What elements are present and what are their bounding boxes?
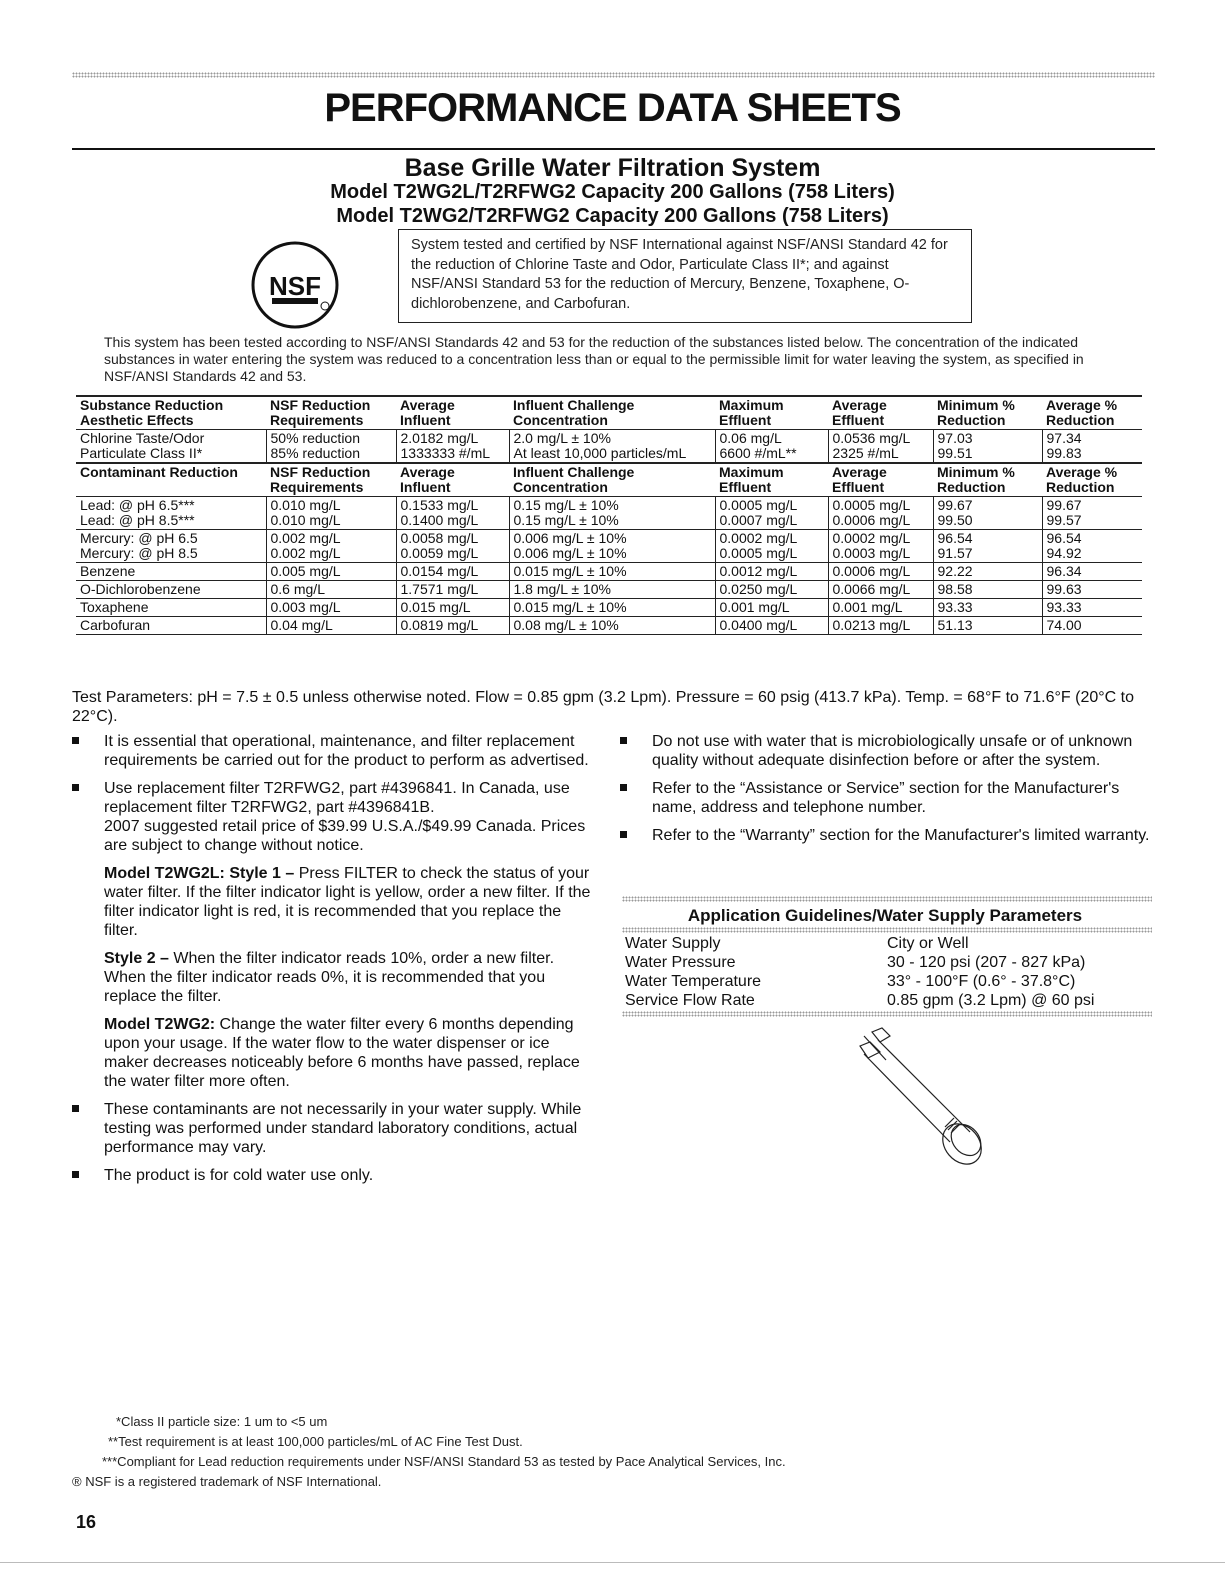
cell-line: 0.010 mg/L bbox=[270, 497, 341, 513]
cell-line: 74.00 bbox=[1046, 617, 1082, 633]
table-cell bbox=[396, 430, 509, 464]
table-cell bbox=[715, 581, 828, 599]
nsf-logo bbox=[250, 240, 340, 330]
cell-line: 92.22 bbox=[937, 563, 973, 579]
column-header: Maximum Effluent bbox=[715, 463, 828, 497]
bullet-marker bbox=[72, 737, 79, 744]
app-title-dotted-rule bbox=[622, 927, 1152, 933]
cell-line: 91.57 bbox=[937, 545, 973, 561]
cell-line: Mercury: @ pH 8.5 bbox=[80, 545, 198, 561]
column-header: Influent Challenge Concentration bbox=[509, 463, 715, 497]
app-top-dotted-rule bbox=[622, 896, 1152, 902]
guideline-cell: Service Flow Rate bbox=[625, 992, 755, 1009]
table-cell bbox=[828, 563, 933, 581]
table-cell bbox=[509, 617, 715, 635]
cell-line: 51.13 bbox=[937, 617, 973, 633]
cell-line: 96.54 bbox=[937, 530, 973, 546]
cell-line: 0.006 mg/L ± 10% bbox=[513, 545, 627, 561]
bullet-item: These contaminants are not necessarily in your water supply. While testing was performed under standard laboratory conditions, actual performance may vary. bbox=[72, 1100, 592, 1157]
right-column bbox=[620, 732, 1150, 854]
table-cell bbox=[933, 430, 1042, 464]
table-cell bbox=[266, 581, 396, 599]
cell-line: 0.08 mg/L ± 10% bbox=[513, 617, 619, 633]
table-cell bbox=[266, 530, 396, 563]
cell-line: 0.6 mg/L bbox=[270, 581, 325, 597]
column-header: Average Effluent bbox=[828, 463, 933, 497]
cell-line: 0.0005 mg/L bbox=[719, 497, 798, 513]
table-cell bbox=[76, 430, 266, 464]
bullet-item: It is essential that operational, maintenance, and filter replacement requirements be carried out for the product to perform as advertised. bbox=[72, 732, 592, 770]
cell-line: 0.15 mg/L ± 10% bbox=[513, 497, 619, 513]
page-title: PERFORMANCE DATA SHEETS bbox=[324, 86, 901, 130]
column-header: Average Influent bbox=[396, 463, 509, 497]
table-cell bbox=[933, 617, 1042, 635]
cell-line: 99.50 bbox=[937, 512, 973, 528]
cell-line: 0.0058 mg/L bbox=[400, 530, 479, 546]
cell-line: 0.04 mg/L bbox=[270, 617, 333, 633]
cell-line: 99.67 bbox=[1046, 497, 1082, 513]
model-heading-1: Model T2WG2L/T2RFWG2 Capacity 200 Gallons (758 Liters) bbox=[330, 181, 895, 203]
table-row bbox=[76, 617, 1142, 635]
cell-line: 2.0182 mg/L bbox=[400, 430, 479, 446]
cell-line: 99.67 bbox=[937, 497, 973, 513]
bullet-item: Refer to the “Warranty” section for the Manufacturer's limited warranty. bbox=[620, 826, 1150, 845]
cell-line: 0.010 mg/L bbox=[270, 512, 341, 528]
cell-line: 0.0007 mg/L bbox=[719, 512, 798, 528]
style2-paragraph: Style 2 – When the filter indicator reads 10%, order a new filter. When the filter indicator reads 0%, it is recommended that you replace the filter. bbox=[104, 950, 555, 1005]
cell-line: 93.33 bbox=[1046, 599, 1082, 615]
bullet-item: Use replacement filter T2RFWG2, part #4396841. In Canada, use replacement filter T2RFWG2, part #4396841B. 2007 suggested retail price of $39.99 U.S.A./$49.99 Canada. Prices are subject to change without notice. bbox=[72, 779, 592, 855]
cell-line: Chlorine Taste/Odor bbox=[80, 430, 205, 446]
table-cell bbox=[266, 497, 396, 530]
table-row bbox=[76, 530, 1142, 563]
cell-line: 0.0002 mg/L bbox=[719, 530, 798, 546]
cell-line: Toxaphene bbox=[80, 599, 149, 615]
table-cell bbox=[76, 530, 266, 563]
column-header: Average % Reduction bbox=[1042, 396, 1142, 430]
cell-line: 1333333 #/mL bbox=[400, 445, 491, 461]
cell-line: 0.002 mg/L bbox=[270, 545, 341, 561]
table-header-row bbox=[76, 396, 1142, 430]
bullet-marker bbox=[72, 1171, 79, 1178]
bullet-item: Refer to the “Assistance or Service” section for the Manufacturer's name, address and telephone number. bbox=[620, 779, 1150, 817]
cell-line: 0.015 mg/L ± 10% bbox=[513, 563, 627, 579]
cell-line: 85% reduction bbox=[270, 445, 361, 461]
table-cell bbox=[76, 599, 266, 617]
cell-line: O-Dichlorobenzene bbox=[80, 581, 201, 597]
cell-line: 0.0400 mg/L bbox=[719, 617, 798, 633]
table-cell bbox=[933, 581, 1042, 599]
table-cell bbox=[828, 617, 933, 635]
table-row bbox=[76, 430, 1142, 464]
table-cell bbox=[828, 497, 933, 530]
cell-line: 1.8 mg/L ± 10% bbox=[513, 581, 611, 597]
cell-line: Lead: @ pH 8.5*** bbox=[80, 512, 195, 528]
cell-line: 97.03 bbox=[937, 430, 973, 446]
table-cell bbox=[509, 430, 715, 464]
table-row bbox=[76, 563, 1142, 581]
table-cell bbox=[1042, 617, 1142, 635]
cell-line: 94.92 bbox=[1046, 545, 1082, 561]
table-cell bbox=[715, 497, 828, 530]
column-header: Average Influent bbox=[396, 396, 509, 430]
app-bottom-dotted-rule bbox=[622, 1011, 1152, 1017]
guideline-cell: 0.85 gpm (3.2 Lpm) @ 60 psi bbox=[887, 992, 1095, 1009]
table-cell bbox=[396, 563, 509, 581]
cell-line: 0.0213 mg/L bbox=[832, 617, 911, 633]
table-cell bbox=[715, 563, 828, 581]
table-cell bbox=[509, 581, 715, 599]
cell-line: 0.015 mg/L ± 10% bbox=[513, 599, 627, 615]
table-cell bbox=[396, 497, 509, 530]
cell-line: 2325 #/mL bbox=[832, 445, 899, 461]
bullet-item: The product is for cold water use only. bbox=[72, 1166, 592, 1185]
column-header: Contaminant Reduction bbox=[76, 463, 266, 497]
cell-line: 0.0066 mg/L bbox=[832, 581, 911, 597]
cell-line: Carbofuran bbox=[80, 617, 151, 633]
cell-line: 0.0006 mg/L bbox=[832, 512, 911, 528]
table-cell bbox=[933, 530, 1042, 563]
bullet-marker bbox=[72, 1105, 79, 1112]
table-cell bbox=[76, 497, 266, 530]
cell-line: 0.0536 mg/L bbox=[832, 430, 911, 446]
application-guidelines-title: Application Guidelines/Water Supply Parameters bbox=[687, 906, 1083, 925]
table-cell bbox=[76, 563, 266, 581]
table-cell bbox=[1042, 530, 1142, 563]
guideline-cell: 30 - 120 psi (207 - 827 kPa) bbox=[887, 954, 1086, 971]
cell-line: 0.003 mg/L bbox=[270, 599, 341, 615]
table-cell bbox=[933, 563, 1042, 581]
title-rule bbox=[72, 148, 1155, 150]
table-cell bbox=[828, 599, 933, 617]
table-cell bbox=[1042, 563, 1142, 581]
cell-line: 2.0 mg/L ± 10% bbox=[513, 430, 611, 446]
table-cell bbox=[715, 599, 828, 617]
t2wg2-paragraph: Model T2WG2: Change the water filter every 6 months depending upon your usage. If the water flow to the water dispenser or ice maker decreases noticeably before 6 months have passed, replace the water filter more often. bbox=[104, 1016, 580, 1090]
column-header: Minimum % Reduction bbox=[933, 463, 1042, 497]
table-cell bbox=[76, 581, 266, 599]
guideline-row bbox=[625, 991, 1150, 1010]
cell-line: 96.34 bbox=[1046, 563, 1082, 579]
table-cell bbox=[396, 530, 509, 563]
cell-line: At least 10,000 particles/mL bbox=[513, 445, 687, 461]
column-header: Average Effluent bbox=[828, 396, 933, 430]
nsf-logo-text: NSF bbox=[269, 271, 321, 301]
bullet-marker bbox=[72, 784, 79, 791]
cell-line: 98.58 bbox=[937, 581, 973, 597]
table-cell bbox=[1042, 599, 1142, 617]
guideline-cell: Water Pressure bbox=[625, 954, 736, 971]
table-cell bbox=[509, 497, 715, 530]
table-row bbox=[76, 599, 1142, 617]
cell-line: 99.83 bbox=[1046, 445, 1082, 461]
table-cell bbox=[76, 617, 266, 635]
application-guidelines-table bbox=[625, 934, 1150, 1010]
test-parameters: Test Parameters: pH = 7.5 ± 0.5 unless otherwise noted. Flow = 0.85 gpm (3.2 Lpm). Pressure = 60 psig (413.7 kPa). Temp. = 68°F to 71.6°F (20°C to 22°C). bbox=[72, 689, 1134, 725]
performance-table bbox=[76, 395, 1142, 635]
cell-line: 97.34 bbox=[1046, 430, 1082, 446]
intro-paragraph: This system has been tested according to NSF/ANSI Standards 42 and 53 for the reduction of the substances listed below. The concentration of the indicated substances in water entering the system was reduced to a concentration less than or equal to the permissible limit for water leaving the system, as specified in NSF/ANSI Standards 42 and 53. bbox=[104, 334, 1084, 384]
column-header: Influent Challenge Concentration bbox=[509, 396, 715, 430]
column-header: NSF Reduction Requirements bbox=[266, 396, 396, 430]
cell-line: 0.006 mg/L ± 10% bbox=[513, 530, 627, 546]
bullet-marker bbox=[620, 737, 627, 744]
table-row bbox=[76, 497, 1142, 530]
column-header: Average % Reduction bbox=[1042, 463, 1142, 497]
bullet-item: Do not use with water that is microbiologically unsafe or of unknown quality without adequate disinfection before or after the system. bbox=[620, 732, 1150, 770]
style1-paragraph: Model T2WG2L: Style 1 – Press FILTER to check the status of your water filter. If the filter indicator light is yellow, order a new filter. If the filter indicator light is red, it is recommended that you replace the filter. bbox=[104, 865, 591, 939]
table-cell bbox=[1042, 581, 1142, 599]
guideline-row bbox=[625, 934, 1150, 953]
cell-line: 0.0819 mg/L bbox=[400, 617, 479, 633]
cell-line: 0.015 mg/L bbox=[400, 599, 471, 615]
guideline-cell: Water Supply bbox=[625, 935, 721, 952]
cell-line: 0.0154 mg/L bbox=[400, 563, 479, 579]
cell-line: 99.51 bbox=[937, 445, 973, 461]
left-column bbox=[72, 732, 592, 1194]
cell-line: 0.0002 mg/L bbox=[832, 530, 911, 546]
table-cell bbox=[933, 599, 1042, 617]
cell-line: Mercury: @ pH 6.5 bbox=[80, 530, 198, 546]
table-cell bbox=[509, 563, 715, 581]
footnote: **Test requirement is at least 100,000 particles/mL of AC Fine Test Dust. bbox=[108, 1434, 523, 1449]
table-header-row bbox=[76, 463, 1142, 497]
guideline-cell: City or Well bbox=[887, 935, 969, 952]
table-cell bbox=[715, 617, 828, 635]
cell-line: 6600 #/mL** bbox=[719, 445, 797, 461]
table-cell bbox=[266, 617, 396, 635]
cell-line: Benzene bbox=[80, 563, 136, 579]
table-cell bbox=[266, 599, 396, 617]
footnote: ***Compliant for Lead reduction requirements under NSF/ANSI Standard 53 as tested by Pace Analytical Services, Inc. bbox=[102, 1454, 786, 1469]
cell-line: 0.0005 mg/L bbox=[719, 545, 798, 561]
table-cell bbox=[266, 563, 396, 581]
cell-line: 50% reduction bbox=[270, 430, 361, 446]
table-cell bbox=[828, 430, 933, 464]
cell-line: 99.57 bbox=[1046, 512, 1082, 528]
model-heading-2: Model T2WG2/T2RFWG2 Capacity 200 Gallons (758 Liters) bbox=[336, 205, 889, 227]
table-cell bbox=[1042, 497, 1142, 530]
guideline-row bbox=[625, 953, 1150, 972]
cell-line: 0.0059 mg/L bbox=[400, 545, 479, 561]
cell-line: 0.0250 mg/L bbox=[719, 581, 798, 597]
column-header: Substance Reduction Aesthetic Effects bbox=[76, 396, 266, 430]
certification-box: System tested and certified by NSF International against NSF/ANSI Standard 42 for the reduction of Chlorine Taste and Odor, Particulate Class II*; and against NSF/ANSI Standard 53 for the reduction of Mercury, Benzene, Toxaphene, O-dichlorobenzene, and Carbofuran. bbox=[398, 229, 972, 323]
guideline-cell: 33° - 100°F (0.6° - 37.8°C) bbox=[887, 973, 1076, 990]
cell-line: 1.7571 mg/L bbox=[400, 581, 479, 597]
footnote: *Class II particle size: 1 um to <5 um bbox=[116, 1414, 328, 1429]
cell-line: 0.002 mg/L bbox=[270, 530, 341, 546]
cell-line: 93.33 bbox=[937, 599, 973, 615]
top-dotted-rule bbox=[72, 72, 1155, 78]
cell-line: 0.005 mg/L bbox=[270, 563, 341, 579]
cell-line: 0.1533 mg/L bbox=[400, 497, 479, 513]
cell-line: 96.54 bbox=[1046, 530, 1082, 546]
table-cell bbox=[828, 581, 933, 599]
cell-line: 0.15 mg/L ± 10% bbox=[513, 512, 619, 528]
table-cell bbox=[828, 530, 933, 563]
footnotes bbox=[72, 1412, 786, 1492]
cell-line: 0.001 mg/L bbox=[719, 599, 790, 615]
guideline-cell: Water Temperature bbox=[625, 973, 762, 990]
table-row bbox=[76, 581, 1142, 599]
cell-line: 0.06 mg/L bbox=[719, 430, 782, 446]
cell-line: 0.0006 mg/L bbox=[832, 563, 911, 579]
table-cell bbox=[396, 617, 509, 635]
cell-line: 0.0005 mg/L bbox=[832, 497, 911, 513]
table-cell bbox=[1042, 430, 1142, 464]
column-header: NSF Reduction Requirements bbox=[266, 463, 396, 497]
column-header: Maximum Effluent bbox=[715, 396, 828, 430]
column-header: Minimum % Reduction bbox=[933, 396, 1042, 430]
cell-line: 0.0012 mg/L bbox=[719, 563, 798, 579]
table-cell bbox=[509, 599, 715, 617]
bottom-rule bbox=[0, 1562, 1225, 1563]
cell-line: 0.001 mg/L bbox=[832, 599, 903, 615]
bullet-marker bbox=[620, 831, 627, 838]
footnote: ® NSF is a registered trademark of NSF International. bbox=[72, 1474, 382, 1489]
table-cell bbox=[396, 599, 509, 617]
table-cell bbox=[509, 530, 715, 563]
cell-line: Particulate Class II* bbox=[80, 445, 203, 461]
water-filter-illustration bbox=[850, 1022, 990, 1172]
table-cell bbox=[396, 581, 509, 599]
cell-line: 0.0003 mg/L bbox=[832, 545, 911, 561]
cell-line: Lead: @ pH 6.5*** bbox=[80, 497, 195, 513]
bullet-marker bbox=[620, 784, 627, 791]
table-cell bbox=[715, 430, 828, 464]
system-heading: Base Grille Water Filtration System bbox=[404, 154, 821, 182]
table-cell bbox=[266, 430, 396, 464]
cell-line: 0.1400 mg/L bbox=[400, 512, 479, 528]
cell-line: 99.63 bbox=[1046, 581, 1082, 597]
table-cell bbox=[715, 530, 828, 563]
table-cell bbox=[933, 497, 1042, 530]
guideline-row bbox=[625, 972, 1150, 991]
page-number: 16 bbox=[76, 1512, 97, 1532]
